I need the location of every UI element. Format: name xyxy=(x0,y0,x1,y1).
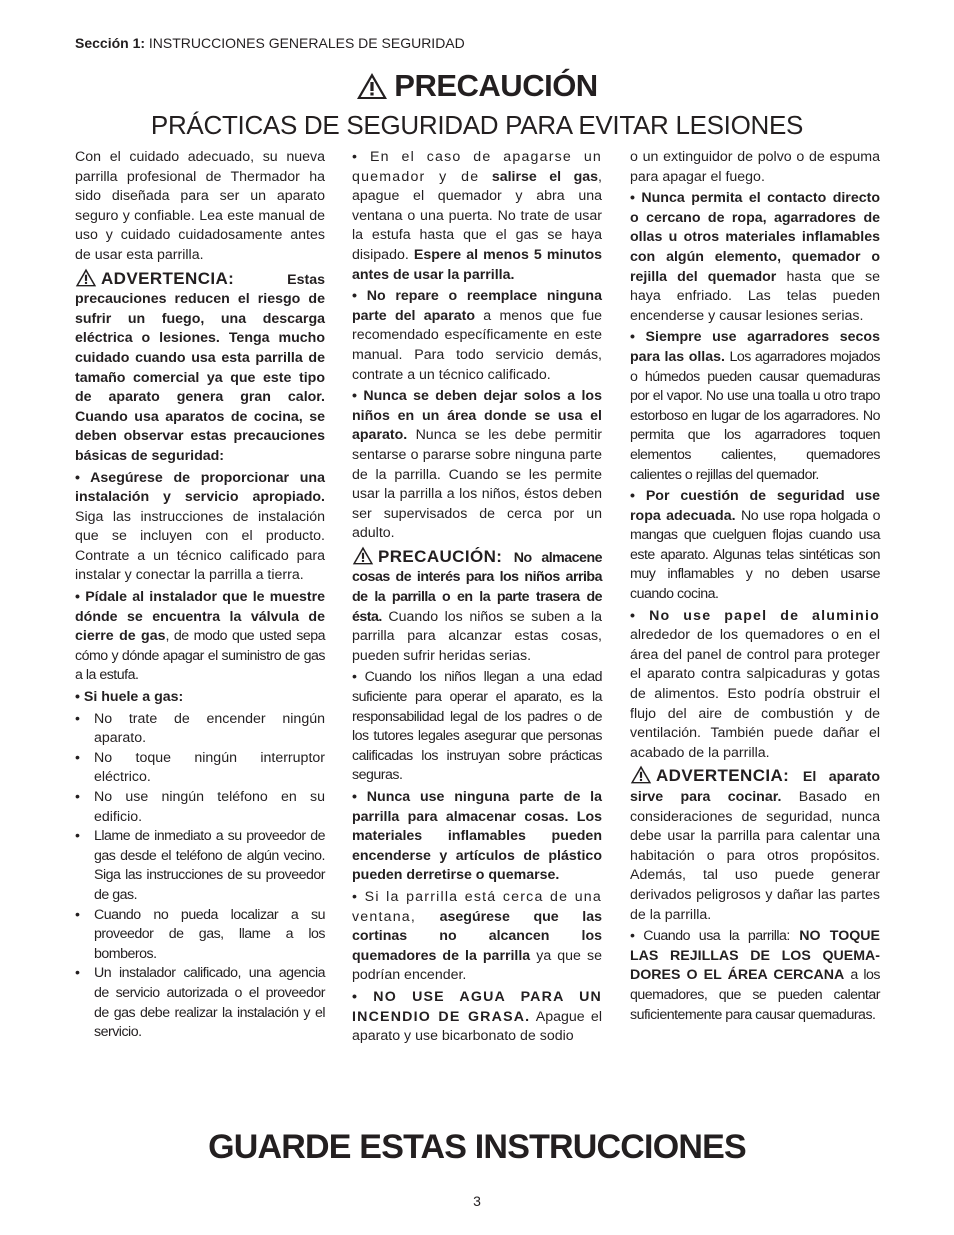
gas-leak-wait: Espere al menos 5 minutos antes de usar la parrilla. xyxy=(352,246,602,283)
warning-label xyxy=(630,766,803,785)
valve-bold: • Pídale al instalador que le muestre dónde se encuentra la válvula de cierre de gas xyxy=(75,589,325,645)
potholders-bold: • Siempre use agarradores secos para las ollas. xyxy=(630,329,880,365)
warning-triangle-icon xyxy=(630,765,652,784)
valve-text: , de modo que usted sepa cómo y dónde apagar el suministro de gas a la estufa. xyxy=(75,628,325,684)
section-title: INSTRUCCIONES GENERALES DE SEGURIDAD xyxy=(148,35,465,51)
burners-text: a los quemadores, que se pueden calentar suficientemente para causar quemaduras. xyxy=(630,967,880,1023)
gas-leak-bold: salirse el gas xyxy=(491,168,599,185)
window-text-a: • Si la parrilla está cerca de una ventana, xyxy=(352,888,602,925)
section-label: Sección 1: xyxy=(75,35,146,51)
list-item: • No use ningún teléfono en su edificio. xyxy=(75,788,325,827)
foil-text: alrededor de los quemadores o en el área del panel de control para proteger el aparato contra salpicaduras y gotas de alimentos. Esto podría obstruir el flujo del aire de combustión y de ventilación. También puede dañar el acabado de la parrilla. xyxy=(630,627,880,761)
grease-paragraph xyxy=(352,988,602,1047)
section-header xyxy=(75,35,465,51)
extinguisher-paragraph: o un extinguidor de polvo o de espuma para apagar el fuego. xyxy=(630,149,880,185)
list-item: • Llame de inmediato a su proveedor de gas desde el teléfono de algún vecino. Siga las instrucciones de su proveedor de gas. xyxy=(75,827,325,905)
valve-paragraph xyxy=(75,588,325,686)
contact-paragraph xyxy=(630,189,880,326)
list-item: • No toque ningún interruptor eléctrico. xyxy=(75,749,325,788)
repair-text: a menos que fue recomendado específicamente en este manual. Para todo servicio demás, contrate a un técnico calificado. xyxy=(352,307,602,383)
potholders-paragraph xyxy=(630,328,880,485)
page-title xyxy=(0,68,954,104)
legal-paragraph: • Cuando los niños llegan a una edad suficiente para operar el aparato, es la responsabilidad legal de los padres o de los tutores legales asegurar que personas calificadas los instruyan sobre prácticas seguras. xyxy=(352,669,602,784)
clothing-text: No use ropa holgada o mangas que cuelguen flojas cuando usa este aparato. Algunas telas sintéticas son muy inflamables y no deben usarse cuando cocina. xyxy=(630,507,880,603)
clothing-bold: • Por cuestión de seguridad use ropa adecuada. xyxy=(630,488,880,524)
list-item: • Cuando no pueda localizar a su proveedor de gas, llame a los bomberos. xyxy=(75,906,325,965)
storage-paragraph: • Nunca use ninguna parte de la parrilla para almacenar cosas. Los materiales inflamables pueden encenderse y artículos de plástico pueden derretirse o quemarse. xyxy=(352,789,602,884)
gas-leak-paragraph xyxy=(352,148,602,285)
warning-block xyxy=(75,268,325,467)
clothing-paragraph xyxy=(630,487,880,605)
potholders-text: Los agarradores mojados o húmedos pueden causar quemaduras por el vapor. No use una toalla u otro trapo estorboso en lugar de los agarradores. No permita que los agarradores toquen elementos calientes, quemadores calientes o rejillas del quemador. xyxy=(630,348,880,483)
children-paragraph xyxy=(352,387,602,544)
gas-list xyxy=(75,710,325,1043)
warning-label xyxy=(75,269,287,288)
footer-title: GUARDE ESTAS INSTRUCCIONES xyxy=(208,1128,746,1166)
intro-paragraph: Con el cuidado adecuado, su nueva parrilla profesional de Thermador ha sido diseñada para ser un aparato seguro y confiable. Lea este manual de uso y cuidado cuidadosamente antes de usar esta parrilla. xyxy=(75,149,325,263)
foil-paragraph xyxy=(630,607,880,764)
title-text: PRECAUCIÓN xyxy=(394,68,598,103)
foil-bold: • No use papel de aluminio xyxy=(630,607,880,624)
install-text: Siga las instrucciones de instalación que se incluyen con el producto. Contrate a un técnico calificado para instalar y conectar la parrilla a tierra. xyxy=(75,508,325,584)
page-subtitle: PRÁCTICAS DE SEGURIDAD PARA EVITAR LESIONES xyxy=(150,110,804,140)
caution-block xyxy=(352,546,602,667)
grease-bold: • NO USE AGUA PARA UN INCENDIO DE GRASA. xyxy=(352,988,602,1025)
list-item: • No trate de encender ningún aparato. xyxy=(75,710,325,749)
install-paragraph xyxy=(75,469,325,587)
contact-bold: • Nunca permita el contacto directo o cercano de ropa, agarradores de ollas u otros materiales inflamables con algún elemento, quemador o rejilla del quemador xyxy=(630,190,880,285)
warning-triangle-icon xyxy=(75,268,97,287)
window-paragraph xyxy=(352,888,602,986)
column-1 xyxy=(75,148,325,1043)
warning-label-text: ADVERTENCIA: xyxy=(656,766,790,786)
warning-text: Estas precauciones reducen el riesgo de sufrir un fuego, una descarga eléctrica o lesiones. Tenga mucho cuidado cuando usa esta parrilla de tamaño comercial ya que este tipo de aparato genera gran calor. Cuando usa aparatos de cocina, se deben observar estas precauciones básicas de seguridad: xyxy=(75,271,325,464)
install-bold: • Asegúrese de proporcionar una instalación y servicio apropiado. xyxy=(75,469,325,506)
window-bold: asegúrese que las cortinas no alcancen los quemadores de la parrilla xyxy=(352,908,602,964)
caution-label-text: PRECAUCIÓN: xyxy=(378,546,503,566)
column-2 xyxy=(352,148,602,1049)
children-bold: • Nunca se deben dejar solos a los niños en un área donde se usa el aparato. xyxy=(352,388,602,444)
burners-bold: NO TOQUE LAS REJILLAS DE LOS QUEMA-DORES O EL ÁREA CERCANA xyxy=(630,928,880,984)
gas-leak-text-a: • En el caso de apagarse un quemador y de xyxy=(352,149,602,185)
list-item: • Un instalador calificado, una agencia de servicio autorizada o el proveedor de gas debe realizar la instalación y el servicio. xyxy=(75,964,325,1042)
caution-text: Cuando los niños se suben a la parrilla para alcanzar estas cosas, pueden sufrir heridas serias. xyxy=(352,608,602,664)
repair-bold: • No repare o reemplace ninguna parte del aparato xyxy=(352,288,602,324)
page-number: 3 xyxy=(473,1193,481,1209)
contact-text: hasta que se haya enfriado. Las telas pueden encenderse y causar lesiones serias. xyxy=(630,268,880,324)
warning-triangle-icon xyxy=(352,546,374,565)
window-text-c: ya que se podrían encender. xyxy=(352,947,602,984)
burners-text-a: • Cuando usa la parrilla: xyxy=(630,928,790,945)
warning-text: Basado en consideraciones de seguridad, nunca debe usar la parrilla para calentar una habitación o para otros propósitos. Además, tal uso puede generar derivados peligrosos y dañar las partes de la parrilla. xyxy=(630,789,880,923)
gas-leak-text-c: , apague el quemador y abra una ventana o una puerta. No trate de usar la estufa hasta que el gas se haya disipado. xyxy=(352,168,602,263)
warning-bold: El aparato sirve para cocinar. xyxy=(630,769,880,805)
column-3 xyxy=(630,148,880,1027)
gas-heading: • Si huele a gas: xyxy=(75,689,184,706)
caution-label xyxy=(352,547,514,566)
caution-bold: No almacene cosas de interés para los niños arriba de la parrilla o en la parte trasera de ésta. xyxy=(352,549,603,625)
grease-text: Apague el aparato y use bicarbonato de sodio xyxy=(352,1008,602,1045)
warning-triangle-icon xyxy=(356,72,388,100)
children-text: Nunca se les debe permitir sentarse o pararse sobre ninguna parte de la parrilla. Cuando se les permite usar la parrilla a los niños, éstos deben ser supervisados de cerca por un adulto. xyxy=(352,427,602,542)
warning-block-2 xyxy=(630,765,880,925)
burners-paragraph xyxy=(630,927,880,1025)
warning-label-text: ADVERTENCIA: xyxy=(101,268,235,288)
repair-paragraph xyxy=(352,287,602,385)
